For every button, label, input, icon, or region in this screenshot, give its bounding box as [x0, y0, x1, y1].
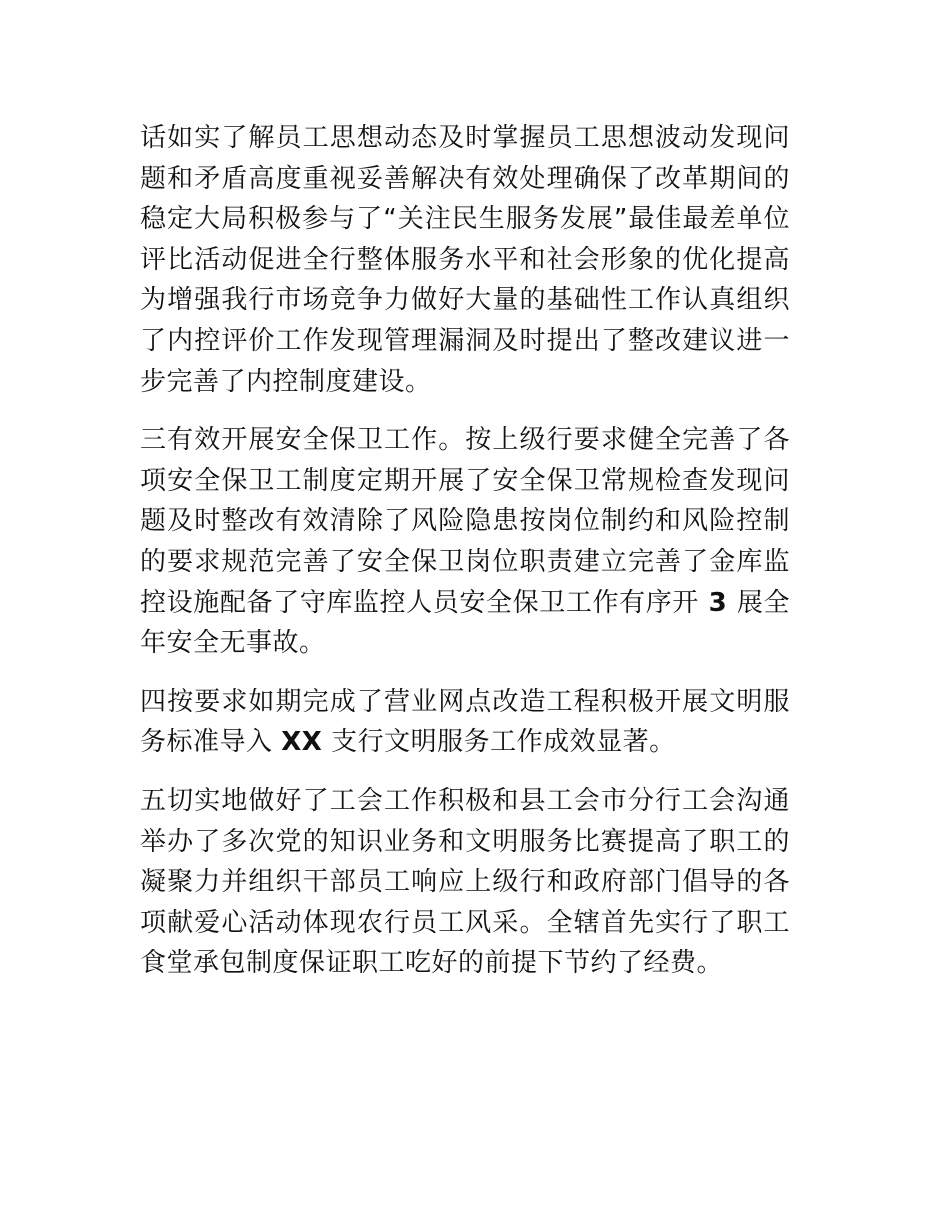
- paragraph-3-text: 四按要求如期完成了营业网点改造工程积极开展文明服务标准导入: [140, 686, 790, 758]
- paragraph-2-number: 3: [698, 587, 737, 618]
- document-body: [140, 118, 790, 1002]
- paragraph-4: [140, 781, 790, 984]
- paragraph-3-placeholder: XX: [281, 727, 323, 758]
- paragraph-1: [140, 118, 790, 402]
- paragraph-2: [140, 420, 790, 664]
- paragraph-4-text: 五切实地做好了工会工作积极和县工会市分行工会沟通举办了多次党的知识业务和文明服务比赛提高了职工的凝聚力并组织干部员工响应上级行和政府部门倡导的各项献爱心活动体现农行员工风采。全辖首先实行了职工食堂承包制度保证职工吃好的前提下节约了经费。: [140, 785, 790, 979]
- paragraph-3-text-end: 支行文明服务工作成效显著。: [322, 727, 676, 758]
- paragraph-2-text: 三有效开展安全保卫工作。按上级行要求健全完善了各项安全保卫工制度定期开展了安全保卫常规检查发现问题及时整改有效清除了风险隐患按岗位制约和风险控制的要求规范完善了安全保卫岗位职责建立完善了金库监控设施配备了守库监控人员安全保卫工作有序开: [140, 425, 790, 618]
- paragraph-1-text: 话如实了解员工思想动态及时掌握员工思想波动发现问题和矛盾高度重视妥善解决有效处理确保了改革期间的稳定大局积极参与了“关注民生服务发展”最佳最差单位评比活动促进全行整体服务水平和社会形象的优化提高为增强我行市场竞争力做好大量的基础性工作认真组织了内控评价工作发现管理漏洞及时提出了整改建议进一步完善了内控制度建设。: [140, 123, 790, 397]
- paragraph-2-text-end: 展全年安全无事故。: [140, 587, 790, 659]
- paragraph-3: [140, 682, 790, 763]
